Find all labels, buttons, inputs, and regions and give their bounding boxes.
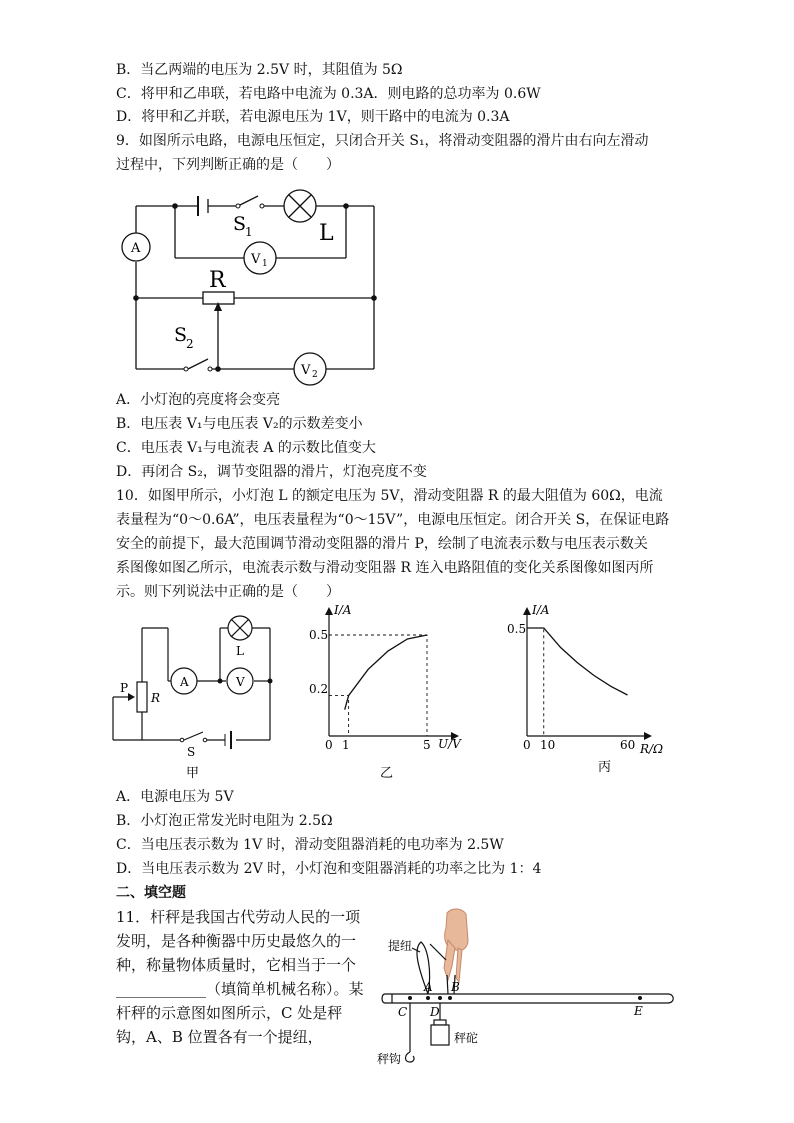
q9-stem-line2: 过程中，下列判断正确的是（ ） xyxy=(116,157,340,173)
q11-line2: 发明，是各种衡器中历史最悠久的一 xyxy=(116,932,357,950)
jia-lamp-label: L xyxy=(236,644,244,658)
chart-bing xyxy=(500,600,675,780)
chart-bing-xtick-2: 60 xyxy=(620,738,636,752)
label-tizhu: 提纽 xyxy=(388,939,413,953)
q10-stem-line5: 示。则下列说法中正确的是（ ） xyxy=(116,584,340,600)
jia-ammeter-label: A xyxy=(180,675,189,689)
point-c-label: C xyxy=(398,1005,408,1019)
q10-option-c: C．当电压表示数为 1V 时，滑动变阻器消耗的电功率为 2.5W xyxy=(116,837,504,853)
hand-illustration xyxy=(444,909,468,982)
chart-yi xyxy=(300,600,470,780)
q9-option-b: B．电压表 V₁与电压表 V₂的示数差变小 xyxy=(116,416,363,432)
chart-yi-guide-1 xyxy=(329,635,427,736)
voltmeter-v2-sub: 2 xyxy=(312,370,318,380)
section-title-fill-in: 二、填空题 xyxy=(116,885,186,901)
voltmeter-v2-label: V xyxy=(301,363,311,378)
voltmeter-v1-sub: 1 xyxy=(262,259,268,269)
q9-circuit-diagram xyxy=(120,180,390,390)
chart-yi-ytick-0: 0.2 xyxy=(309,682,329,696)
q11-line4 xyxy=(116,977,364,1001)
chart-yi-series-line xyxy=(345,635,427,710)
q9-option-c: C．电压表 V₁与电流表 A 的示数比值变大 xyxy=(116,440,376,456)
q9-option-a: A．小灯泡的亮度将会变亮 xyxy=(116,392,281,408)
q10-option-b: B．小灯泡正常发光时电阻为 2.5Ω xyxy=(116,813,333,829)
lamp-label: L xyxy=(319,221,334,246)
q8-option-d: D．将甲和乙并联，若电源电压为 1V，则干路中的电流为 0.3A xyxy=(116,109,510,125)
voltmeter-v1-label: V xyxy=(251,252,261,267)
chart-yi-xtick-0: 0 xyxy=(325,738,333,752)
q10-stem-line2: 表量程为“0～0.6A”，电压表量程为“0～15V”，电源电压恒定。闭合开关 S，在保证电路 xyxy=(116,512,670,528)
point-d-label: D xyxy=(430,1005,440,1019)
chart-bing-xtick-1: 10 xyxy=(540,738,556,752)
switch-s2-sub: 2 xyxy=(186,337,194,351)
q10-option-d: D．当电压表示数为 2V 时，小灯泡和变阻器消耗的功率之比为 1：4 xyxy=(116,861,542,877)
chart-bing-caption: 丙 xyxy=(598,760,612,775)
chart-bing-guide-0 xyxy=(527,628,544,736)
chart-bing-ytick-0: 0.5 xyxy=(507,622,527,636)
chart-bing-series-line xyxy=(527,628,628,695)
chart-bing-xtick-0: 0 xyxy=(523,738,531,752)
chart-yi-xtick-2: 5 xyxy=(423,738,431,752)
q8-option-c: C．将甲和乙串联，若电路中电流为 0.3A．则电路的总功率为 0.6W xyxy=(116,86,541,102)
q10-option-a: A．电源电压为 5V xyxy=(116,789,234,805)
chart-yi-ylabel: I/A xyxy=(334,603,352,617)
ammeter-label: A xyxy=(131,241,141,256)
chart-yi-guide-0 xyxy=(329,696,349,736)
switch-s2-label: S xyxy=(174,324,188,346)
chart-bing-xlabel: R/Ω xyxy=(640,742,664,756)
jia-rheostat-label: R xyxy=(151,691,161,705)
jia-switch-label: S xyxy=(187,745,196,759)
q11-line5: 杆秤的示意图如图所示，C 处是秤 xyxy=(116,1004,343,1022)
chart-bing-ylabel: I/A xyxy=(532,603,550,617)
q11-line3: 种，称量物体质量时，它相当于一个 xyxy=(116,956,357,974)
q11-line1: 11．杆秤是我国古代劳动人民的一项 xyxy=(116,908,361,926)
label-chenggou: 秤钩 xyxy=(377,1052,402,1066)
jia-caption: 甲 xyxy=(186,766,200,781)
switch-s1-sub: 1 xyxy=(245,225,253,239)
q10-circuit-jia xyxy=(105,608,280,783)
jia-slider-p-label: P xyxy=(120,681,129,695)
point-e-label: E xyxy=(634,1004,643,1018)
q10-stem-line3: 安全的前提下，最大范围调节滑动变阻器的滑片 P，绘制了电流表示数与电压表示数关 xyxy=(116,536,648,552)
q9-stem-line1: 9．如图所示电路，电源电压恒定，只闭合开关 S₁，将滑动变阻器的滑片由右向左滑动 xyxy=(116,133,649,149)
q11-steelyard-figure xyxy=(370,905,690,1075)
chart-yi-xlabel: U/V xyxy=(438,737,461,751)
jia-voltmeter-label: V xyxy=(236,675,245,689)
rheostat-label: R xyxy=(209,268,226,293)
switch-s1-label: S xyxy=(233,213,247,235)
q11-answer-blank[interactable]: ____________ xyxy=(116,980,206,998)
label-chengtuo: 秤砣 xyxy=(454,1031,479,1045)
q11-line6: 钩，A、B 位置各有一个提纽， xyxy=(116,1028,323,1046)
chart-yi-caption: 乙 xyxy=(380,766,394,780)
q11-line4-text: （填简单机械名称）。某 xyxy=(206,980,364,998)
point-b-label: B xyxy=(451,980,460,994)
q10-stem-line4: 系图像如图乙所示，电流表示数与滑动变阻器 R 连入电路阻值的变化关系图像如图丙所 xyxy=(116,560,654,576)
point-a-label: A xyxy=(424,980,433,994)
q8-option-b: B．当乙两端的电压为 2.5V 时，其阻值为 5Ω xyxy=(116,62,403,78)
chart-yi-ytick-1: 0.5 xyxy=(309,628,329,642)
q9-option-d: D．再闭合 S₂，调节变阻器的滑片，灯泡亮度不变 xyxy=(116,464,427,480)
q10-stem-line1: 10．如图甲所示，小灯泡 L 的额定电压为 5V，滑动变阻器 R 的最大阻值为 60Ω，电流 xyxy=(116,488,663,504)
chart-yi-xtick-1: 1 xyxy=(342,738,350,752)
